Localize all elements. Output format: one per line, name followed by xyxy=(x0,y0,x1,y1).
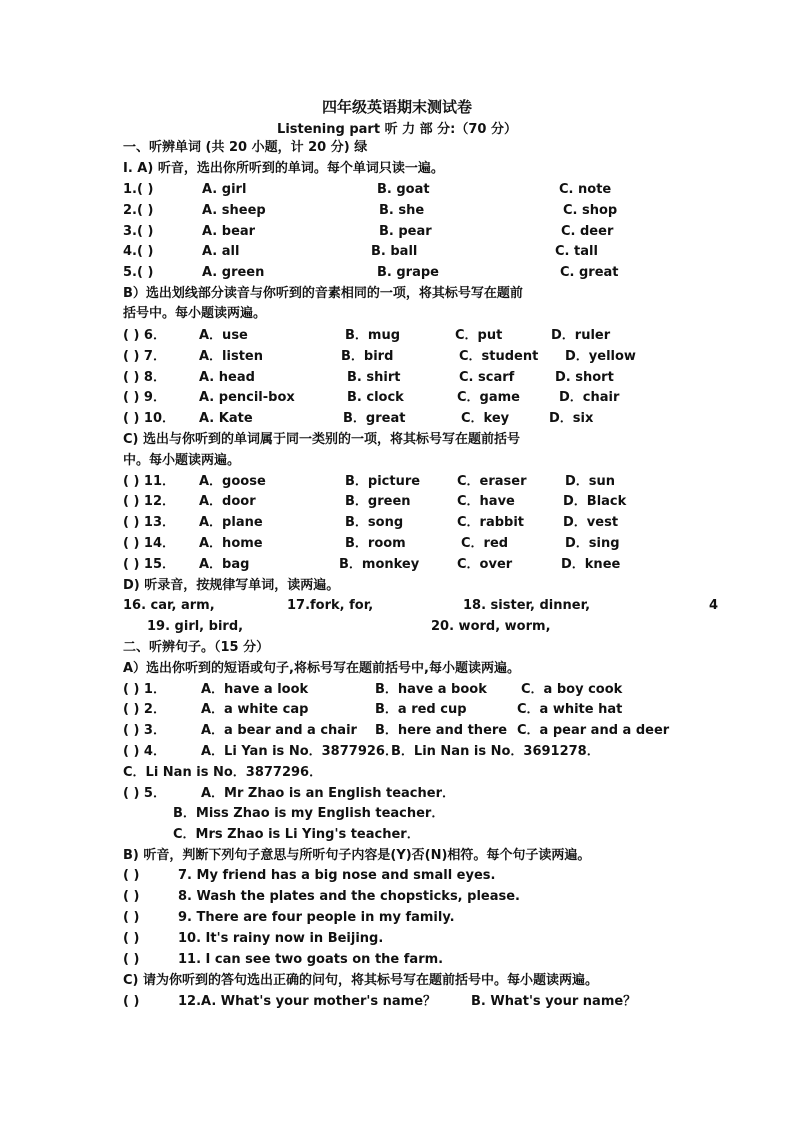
question-row: ( ) 3． A．a bear and a chair B．here and there C．a pear and a deer xyxy=(123,723,670,738)
question-row: ( ) 2． A．a white cap B．a red cup C．a white hat xyxy=(123,702,623,717)
question-row: ( ) 12． A．door B．green C．have D．Black xyxy=(123,494,627,509)
question-row: ( ) 5． A．Mr Zhao is an English teacher． xyxy=(123,786,455,801)
question-row: ( ) 12.A. What's your mother's name？ B. What's your name？ xyxy=(123,994,637,1009)
part1-b-instruction: B）选出划线部分读音与你听到的音素相同的一项，将其标号写在题前 xyxy=(123,286,523,301)
question-row: 5.( ) A. green B. grape C. great xyxy=(123,265,619,280)
question-row: 2.( ) A. sheep B. she C. shop xyxy=(123,203,618,218)
question-row: ( ) 11． A．goose B．picture C．eraser D．sun xyxy=(123,474,616,489)
question-row: 19. girl, bird, 20. word, worm, xyxy=(147,619,551,634)
question-row-cont: C．Mrs Zhao is Li Ying's teacher． xyxy=(173,827,420,842)
question-row: ( ) 15． A．bag B．monkey C．over D．knee xyxy=(123,557,621,572)
question-row: 1.( ) A. girl B. goat C. note xyxy=(123,182,612,197)
part2-a-instruction: A）选出你听到的短语或句子,将标号写在题前括号中,每小题读两遍。 xyxy=(123,661,520,676)
question-row: ( ) 7. My friend has a big nose and small eyes. xyxy=(123,868,496,883)
question-row: 3.( ) A. bear B. pear C. deer xyxy=(123,224,614,239)
question-row: ( ) 8． A. head B. shirt C. scarf D. short xyxy=(123,370,614,385)
question-row: 16. car, arm, 17.fork, for, 18. sister, dinner, 4 xyxy=(123,596,723,616)
question-row: ( ) 7． A．listen B．bird C．student D．yellow xyxy=(123,349,636,364)
part2-heading: 二、听辨句子。（15 分） xyxy=(123,640,270,655)
question-row: ( ) 8. Wash the plates and the chopsticks, please. xyxy=(123,889,520,904)
part1-c-instruction-cont: 中。每小题读两遍。 xyxy=(123,453,241,468)
question-row: ( ) 9. There are four people in my family. xyxy=(123,910,455,925)
question-row: ( ) 9． A. pencil-box B. clock C．game D．chair xyxy=(123,390,620,405)
question-row: ( ) 10. It's rainy now in Beijing. xyxy=(123,931,384,946)
question-row: ( ) 14． A．home B．room C．red D．sing xyxy=(123,536,620,551)
question-row: ( ) 1． A．have a look B．have a book C．a boy cook xyxy=(123,682,623,697)
page-title: 四年级英语期末测试卷 xyxy=(321,98,472,116)
question-row: ( ) 10． A. Kate B．great C．key D．six xyxy=(123,411,594,426)
question-row: ( ) 6． A．use B．mug C．put D．ruler xyxy=(123,328,611,343)
part2-b-instruction: B) 听音，判断下列句子意思与所听句子内容是(Y)否(N)相符。每个句子读两遍。 xyxy=(123,848,591,863)
part1-b-instruction-cont: 括号中。每小题读两遍。 xyxy=(123,306,267,321)
question-row-cont: C．Li Nan is No．3877296． xyxy=(123,765,323,780)
stray-number: 4 xyxy=(709,598,719,613)
part1-c-instruction: C) 选出与你听到的单词属于同一类别的一项，将其标号写在题前括号 xyxy=(123,432,521,447)
question-row: ( ) 4． A．Li Yan is No．3877926． B．Lin Nan is No．3691278． xyxy=(123,744,600,759)
part2-c-instruction: C) 请为你听到的答句选出正确的问句，将其标号写在题前括号中。每小题读两遍。 xyxy=(123,973,599,988)
question-row: ( ) 13． A．plane B．song C．rabbit D．vest xyxy=(123,515,619,530)
question-row: ( ) 11. I can see two goats on the farm. xyxy=(123,952,444,967)
part1-a-instruction: I. A) 听音，选出你所听到的单词。每个单词只读一遍。 xyxy=(123,161,444,176)
page-subtitle: Listening part 听 力 部 分:（70 分） xyxy=(277,122,517,137)
question-row-cont: B．Miss Zhao is my English teacher． xyxy=(173,806,445,821)
part1-heading: 一、听辨单词 (共 20 小题，计 20 分) 绿 xyxy=(123,140,368,155)
question-row: 4.( ) A. all B. ball C. tall xyxy=(123,244,598,259)
part1-d-instruction: D) 听录音，按规律写单词，读两遍。 xyxy=(123,578,340,593)
